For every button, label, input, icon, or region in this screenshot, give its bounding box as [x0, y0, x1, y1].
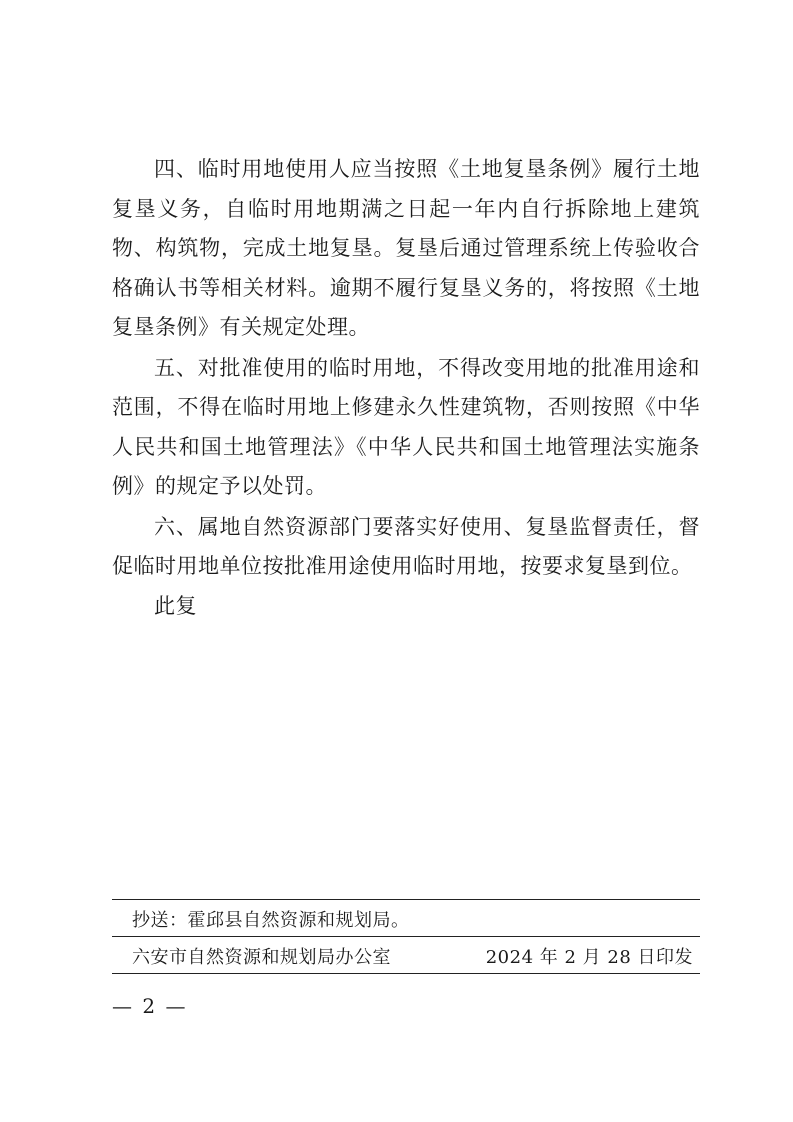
footer-top-rule [112, 899, 700, 900]
footer-bottom-rule [112, 973, 700, 974]
paragraph-six: 六、属地自然资源部门要落实好使用、复垦监督责任，督促临时用地单位按批准用途使用临时用地，按要求复垦到位。 [112, 514, 700, 578]
issuing-office: 六安市自然资源和规划局办公室 [132, 947, 391, 968]
document-body [112, 150, 700, 588]
paragraph-four: 四、临时用地使用人应当按照《土地复垦条例》履行土地复垦义务，自临时用地期满之日起一年内自行拆除地上建筑物、构筑物，完成土地复垦。复垦后通过管理系统上传验收合格确认书等相关材料。逾期不履行复垦义务的，将按照《土地复垦条例》有关规定处理。 [112, 157, 700, 339]
issue-date: 2024 年 2 月 28 日印发 [485, 947, 693, 968]
page-number: — 2 — [112, 994, 188, 1018]
closing-remark: 此复 [154, 594, 197, 618]
footer-middle-rule [112, 936, 700, 937]
paragraph-five: 五、对批准使用的临时用地，不得改变用地的批准用途和范围，不得在临时用地上修建永久性建筑物，否则按照《中华人民共和国土地管理法》《中华人民共和国土地管理法实施条例》的规定予以处罚。 [112, 355, 700, 498]
cc-recipient: 抄送：霍邱县自然资源和规划局。 [132, 910, 410, 931]
